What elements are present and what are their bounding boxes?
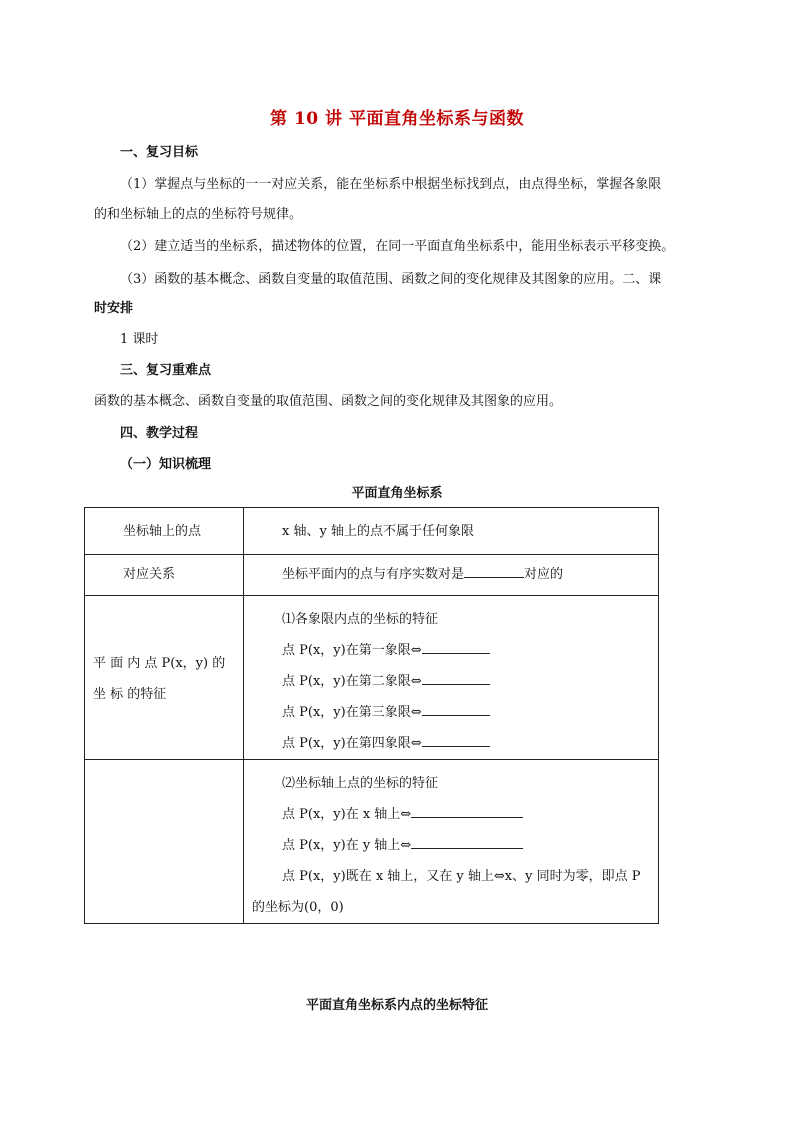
quadrant-1-text: 点 P(x，y)在第一象限⇔	[282, 643, 422, 658]
origin-line-1: 点 P(x，y)既在 x 轴上，又在 y 轴上⇔x、y 同时为零，即点 P	[282, 869, 641, 884]
table-cell	[85, 555, 244, 596]
objective-3-line-1: （3）函数的基本概念、函数自变量的取值范围、函数之间的变化规律及其图象的应用。二、课	[120, 272, 662, 287]
row-label: 对应关系	[123, 567, 176, 582]
table-row	[85, 555, 659, 596]
objective-2: （2）建立适当的坐标系，描述物体的位置，在同一平面直角坐标系中，能用坐标表示平移变换。	[120, 239, 675, 254]
table-row	[85, 508, 659, 555]
table-row	[85, 760, 659, 924]
answer-blank	[422, 672, 490, 685]
page-title: 第 10 讲 平面直角坐标系与函数	[270, 109, 524, 129]
answer-blank	[422, 641, 490, 654]
x-axis-condition	[244, 799, 658, 830]
section-4-heading: 四、教学过程	[120, 426, 199, 441]
coordinate-table	[84, 507, 659, 924]
quadrant-2-text: 点 P(x，y)在第二象限⇔	[282, 674, 422, 689]
x-axis-text: 点 P(x，y)在 x 轴上⇔	[282, 807, 412, 822]
objective-1-line-1: （1）掌握点与坐标的一一对应关系，能在坐标系中根据坐标找到点，由点得坐标，掌握各象限	[120, 177, 662, 192]
row-label: 平 面 内 点 P(x，y) 的 坐 标 的特征	[93, 656, 226, 702]
table-cell	[244, 596, 659, 760]
y-axis-condition	[244, 830, 658, 861]
row-label: 坐标轴上的点	[123, 524, 202, 539]
section-4-subheading: （一）知识梳理	[120, 457, 212, 472]
y-axis-text: 点 P(x，y)在 y 轴上⇔	[282, 838, 412, 853]
quadrant-4-text: 点 P(x，y)在第四象限⇔	[282, 736, 422, 751]
quadrant-3-text: 点 P(x，y)在第三象限⇔	[282, 705, 422, 720]
axis-heading: ⑵坐标轴上点的坐标的特征	[282, 776, 439, 791]
correspondence-text: 坐标平面内的点与有序实数对是	[282, 567, 465, 582]
row-content: x 轴、y 轴上的点不属于任何象限	[282, 524, 474, 539]
objective-3-line-2: 时安排	[94, 301, 134, 316]
table-cell	[85, 760, 244, 924]
section-3-heading: 三、复习重难点	[120, 363, 212, 378]
table-cell	[244, 508, 659, 555]
answer-blank	[411, 805, 523, 818]
table-row	[85, 596, 659, 760]
answer-blank	[422, 734, 490, 747]
quadrant-2	[244, 666, 658, 697]
section-1-heading: 一、复习目标	[120, 145, 199, 160]
objective-1-line-2: 的和坐标轴上的点的坐标符号规律。	[94, 207, 303, 222]
quadrant-heading: ⑴各象限内点的坐标的特征	[282, 612, 439, 627]
table-cell	[85, 596, 244, 760]
section-2-body: 1 课时	[120, 332, 159, 347]
answer-blank	[464, 565, 524, 578]
table-caption: 平面直角坐标系	[351, 486, 443, 501]
quadrant-1	[244, 635, 658, 666]
correspondence-suffix: 对应的	[524, 567, 564, 582]
quadrant-4	[244, 728, 658, 759]
answer-blank	[411, 836, 523, 849]
origin-line-2: 的坐标为(0，0)	[252, 900, 344, 915]
section-3-body: 函数的基本概念、函数自变量的取值范围、函数之间的变化规律及其图象的应用。	[94, 394, 563, 409]
bottom-caption: 平面直角坐标系内点的坐标特征	[305, 998, 488, 1013]
table-cell	[85, 508, 244, 555]
row-label	[85, 760, 243, 774]
row-content	[244, 555, 658, 590]
table-cell	[244, 760, 659, 924]
answer-blank	[422, 703, 490, 716]
quadrant-3	[244, 697, 658, 728]
table-cell	[244, 555, 659, 596]
